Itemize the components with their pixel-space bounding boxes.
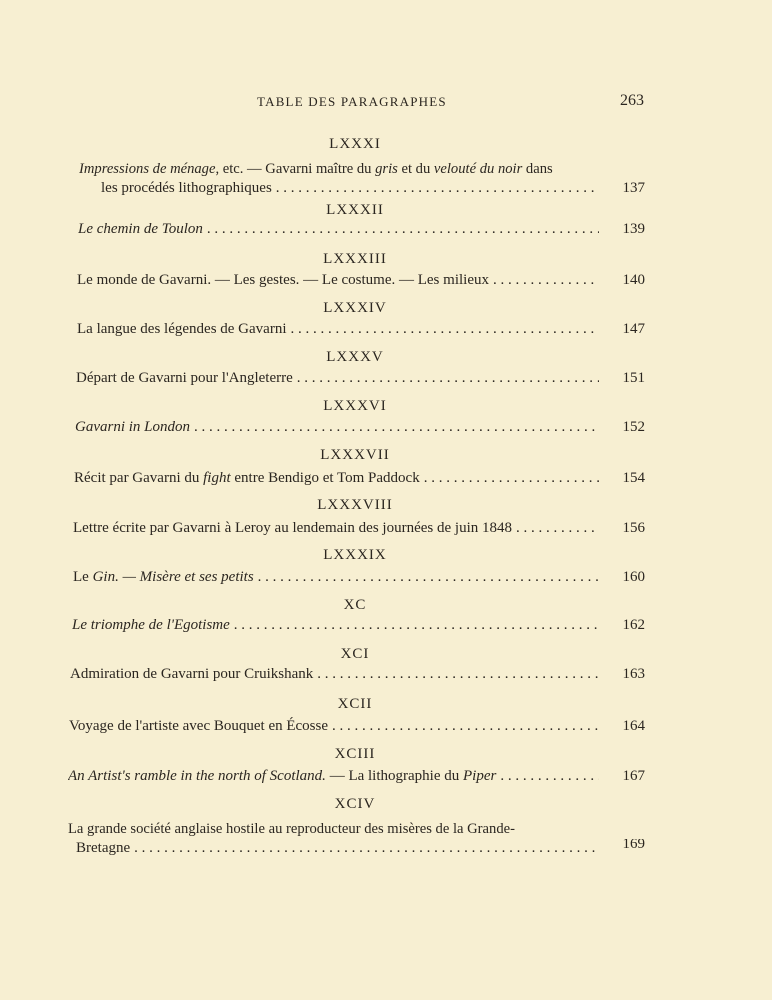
entry-line <box>73 568 645 587</box>
dot-leader <box>332 717 599 736</box>
entry-text-italic: Gavarni in London <box>75 419 191 435</box>
toc-entry <box>72 616 645 635</box>
entry-text-italic: An Artist's ramble in the north of Scotland. <box>68 768 326 784</box>
toc-entry <box>70 665 645 684</box>
dot-leader <box>516 519 599 538</box>
entry-line <box>70 665 645 684</box>
entry-text: Admiration de Gavarni pour Cruikshank <box>70 666 314 682</box>
entry-text: , etc. — Gavarni maître du <box>215 161 376 177</box>
section-numeral: XCIV <box>334 796 376 812</box>
entry-page-number: 163 <box>622 666 645 682</box>
entry-text: Voyage de l'artiste avec Bouquet en Écosse <box>69 718 329 734</box>
section-numeral: LXXXIII <box>323 251 387 267</box>
entry-text-italic: Le chemin de Toulon <box>78 221 203 237</box>
entry-text: dans <box>522 161 553 177</box>
entry-page-number: 156 <box>622 520 645 536</box>
section-numeral: XCIII <box>334 746 376 762</box>
toc-entry <box>68 767 645 786</box>
section-numeral: XC <box>343 597 367 613</box>
entry-text: La grande société anglaise hostile au reproducteur des misères de la Grande- <box>68 821 515 837</box>
entry-page-number: 162 <box>622 617 645 633</box>
entry-line-2 <box>68 839 645 858</box>
dot-leader <box>134 839 599 858</box>
section-numeral: XCII <box>337 696 373 712</box>
entry-text-italic: Impressions de ménage <box>79 161 216 177</box>
dot-leader <box>276 179 599 198</box>
dot-leader <box>291 320 600 339</box>
entry-text: Récit par Gavarni du <box>74 470 204 486</box>
entry-text: et du <box>397 161 434 177</box>
toc-entry <box>76 369 645 388</box>
dot-leader <box>500 767 599 786</box>
entry-text-italic: gris <box>375 161 398 177</box>
entry-page-number: 169 <box>622 839 645 852</box>
dot-leader <box>207 220 599 239</box>
entry-text-italic: Gin. — Misère et ses petits <box>92 569 254 585</box>
running-title: TABLE DES PARAGRAPHES <box>257 94 447 109</box>
entry-page-number: 151 <box>622 370 645 386</box>
entry-page-number: 140 <box>622 272 645 288</box>
entry-line <box>75 418 645 437</box>
dot-leader <box>258 568 599 587</box>
entry-page-number: 147 <box>622 321 645 337</box>
entry-text: les procédés lithographiques <box>101 180 272 196</box>
page-number: 263 <box>620 92 644 109</box>
entry-line <box>77 320 645 339</box>
dot-leader <box>493 271 599 290</box>
entry-text: — La lithographie du <box>325 768 463 784</box>
entry-page-number: 160 <box>622 569 645 585</box>
section-numeral: LXXXII <box>326 202 384 218</box>
toc-entry <box>77 320 645 339</box>
entry-line <box>78 220 645 239</box>
entry-text-italic: Piper <box>463 768 497 784</box>
page-header <box>0 92 772 116</box>
toc-entry <box>73 519 645 538</box>
entry-text: Bretagne <box>76 840 131 856</box>
entry-line <box>77 271 645 290</box>
dot-leader <box>317 665 599 684</box>
entry-page-number: 139 <box>622 221 645 237</box>
toc-entry <box>75 418 645 437</box>
entry-line <box>73 519 645 538</box>
toc-entry <box>77 271 645 290</box>
section-numeral: LXXXVI <box>323 398 387 414</box>
entry-line <box>68 767 645 786</box>
entry-text-italic: velouté du noir <box>433 161 523 177</box>
section-numeral: LXXXVIII <box>317 497 393 513</box>
toc-entry <box>69 717 645 736</box>
entry-page-number: 167 <box>622 768 645 784</box>
section-numeral: LXXXVII <box>320 447 390 463</box>
dot-leader <box>194 418 599 437</box>
entry-line <box>76 369 645 388</box>
dot-leader <box>424 469 599 488</box>
toc-entry <box>68 820 645 858</box>
entry-text: Le <box>73 569 93 585</box>
entry-page-number: 152 <box>622 419 645 435</box>
entry-line <box>74 469 645 488</box>
entry-text: Départ de Gavarni pour l'Angleterre <box>76 370 293 386</box>
entry-text: Lettre écrite par Gavarni à Leroy au lendemain des journées de juin 1848 <box>73 520 512 536</box>
entry-text: Le monde de Gavarni. — Les gestes. — Le costume. — Les milieux <box>77 272 489 288</box>
entry-page-number: 154 <box>622 470 645 486</box>
entry-line-1 <box>79 160 645 179</box>
toc-entry <box>73 568 645 587</box>
entry-page-number: 164 <box>622 718 645 734</box>
entry-line-1 <box>68 820 645 839</box>
toc-entry <box>79 160 645 198</box>
entry-text: entre Bendigo et Tom Paddock <box>230 470 420 486</box>
section-numeral: LXXXV <box>326 349 384 365</box>
toc-entry <box>74 469 645 488</box>
entry-page-number: 137 <box>622 180 645 196</box>
section-numeral: XCI <box>340 646 370 662</box>
dot-leader <box>234 616 599 635</box>
entry-line-2 <box>79 179 645 198</box>
entry-text-italic: Le triomphe de l'Egotisme <box>72 617 230 633</box>
entry-line <box>69 717 645 736</box>
entry-line <box>72 616 645 635</box>
entry-text: La langue des légendes de Gavarni <box>77 321 287 337</box>
toc-entry <box>78 220 645 239</box>
entry-text-italic: fight <box>203 470 231 486</box>
section-numeral: LXXXI <box>329 136 381 152</box>
section-numeral: LXXXIV <box>323 300 387 316</box>
dot-leader <box>297 369 599 388</box>
section-numeral: LXXXIX <box>323 547 387 563</box>
